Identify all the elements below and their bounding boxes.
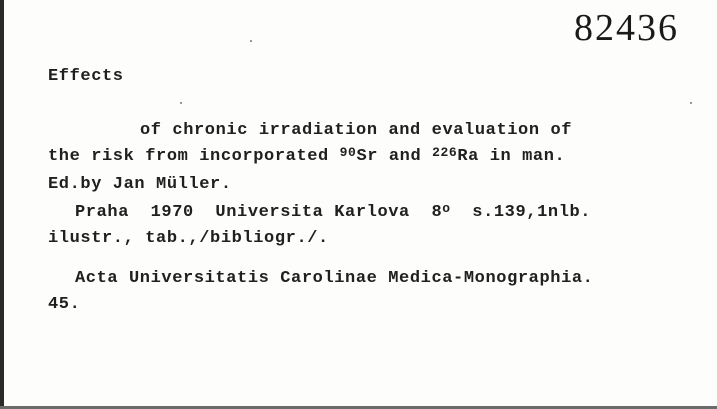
catalog-number: 82436 [574,7,679,49]
title-line-2 [48,145,566,166]
imprint-part-b: s.139,1nlb. [450,203,592,222]
paper-speck [180,102,182,104]
paper-speck [250,40,252,42]
editor-line: Ed.by Jan Müller. [48,175,232,194]
imprint-line-1 [75,201,592,222]
format-degree: o [442,201,451,216]
imprint-line-2: ilustr., tab.,/bibliogr./. [48,229,329,248]
title-line-2-part-b: Sr and [356,147,433,166]
title-line-2-part-a: the risk from incorporated [48,147,340,166]
title-line-2-part-c: Ra in man. [457,147,566,166]
isotope-mass-sr: 90 [339,145,357,160]
series-line-1: Acta Universitatis Carolinae Medica-Monographia. [75,269,594,288]
heading: Effects [48,67,124,86]
isotope-mass-ra: 226 [432,145,458,160]
imprint-part-a: Praha 1970 Universita Karlova 8 [75,203,443,222]
paper-speck [690,102,692,104]
series-line-2: 45. [48,295,81,314]
title-line-1: of chronic irradiation and evaluation of [140,121,573,140]
